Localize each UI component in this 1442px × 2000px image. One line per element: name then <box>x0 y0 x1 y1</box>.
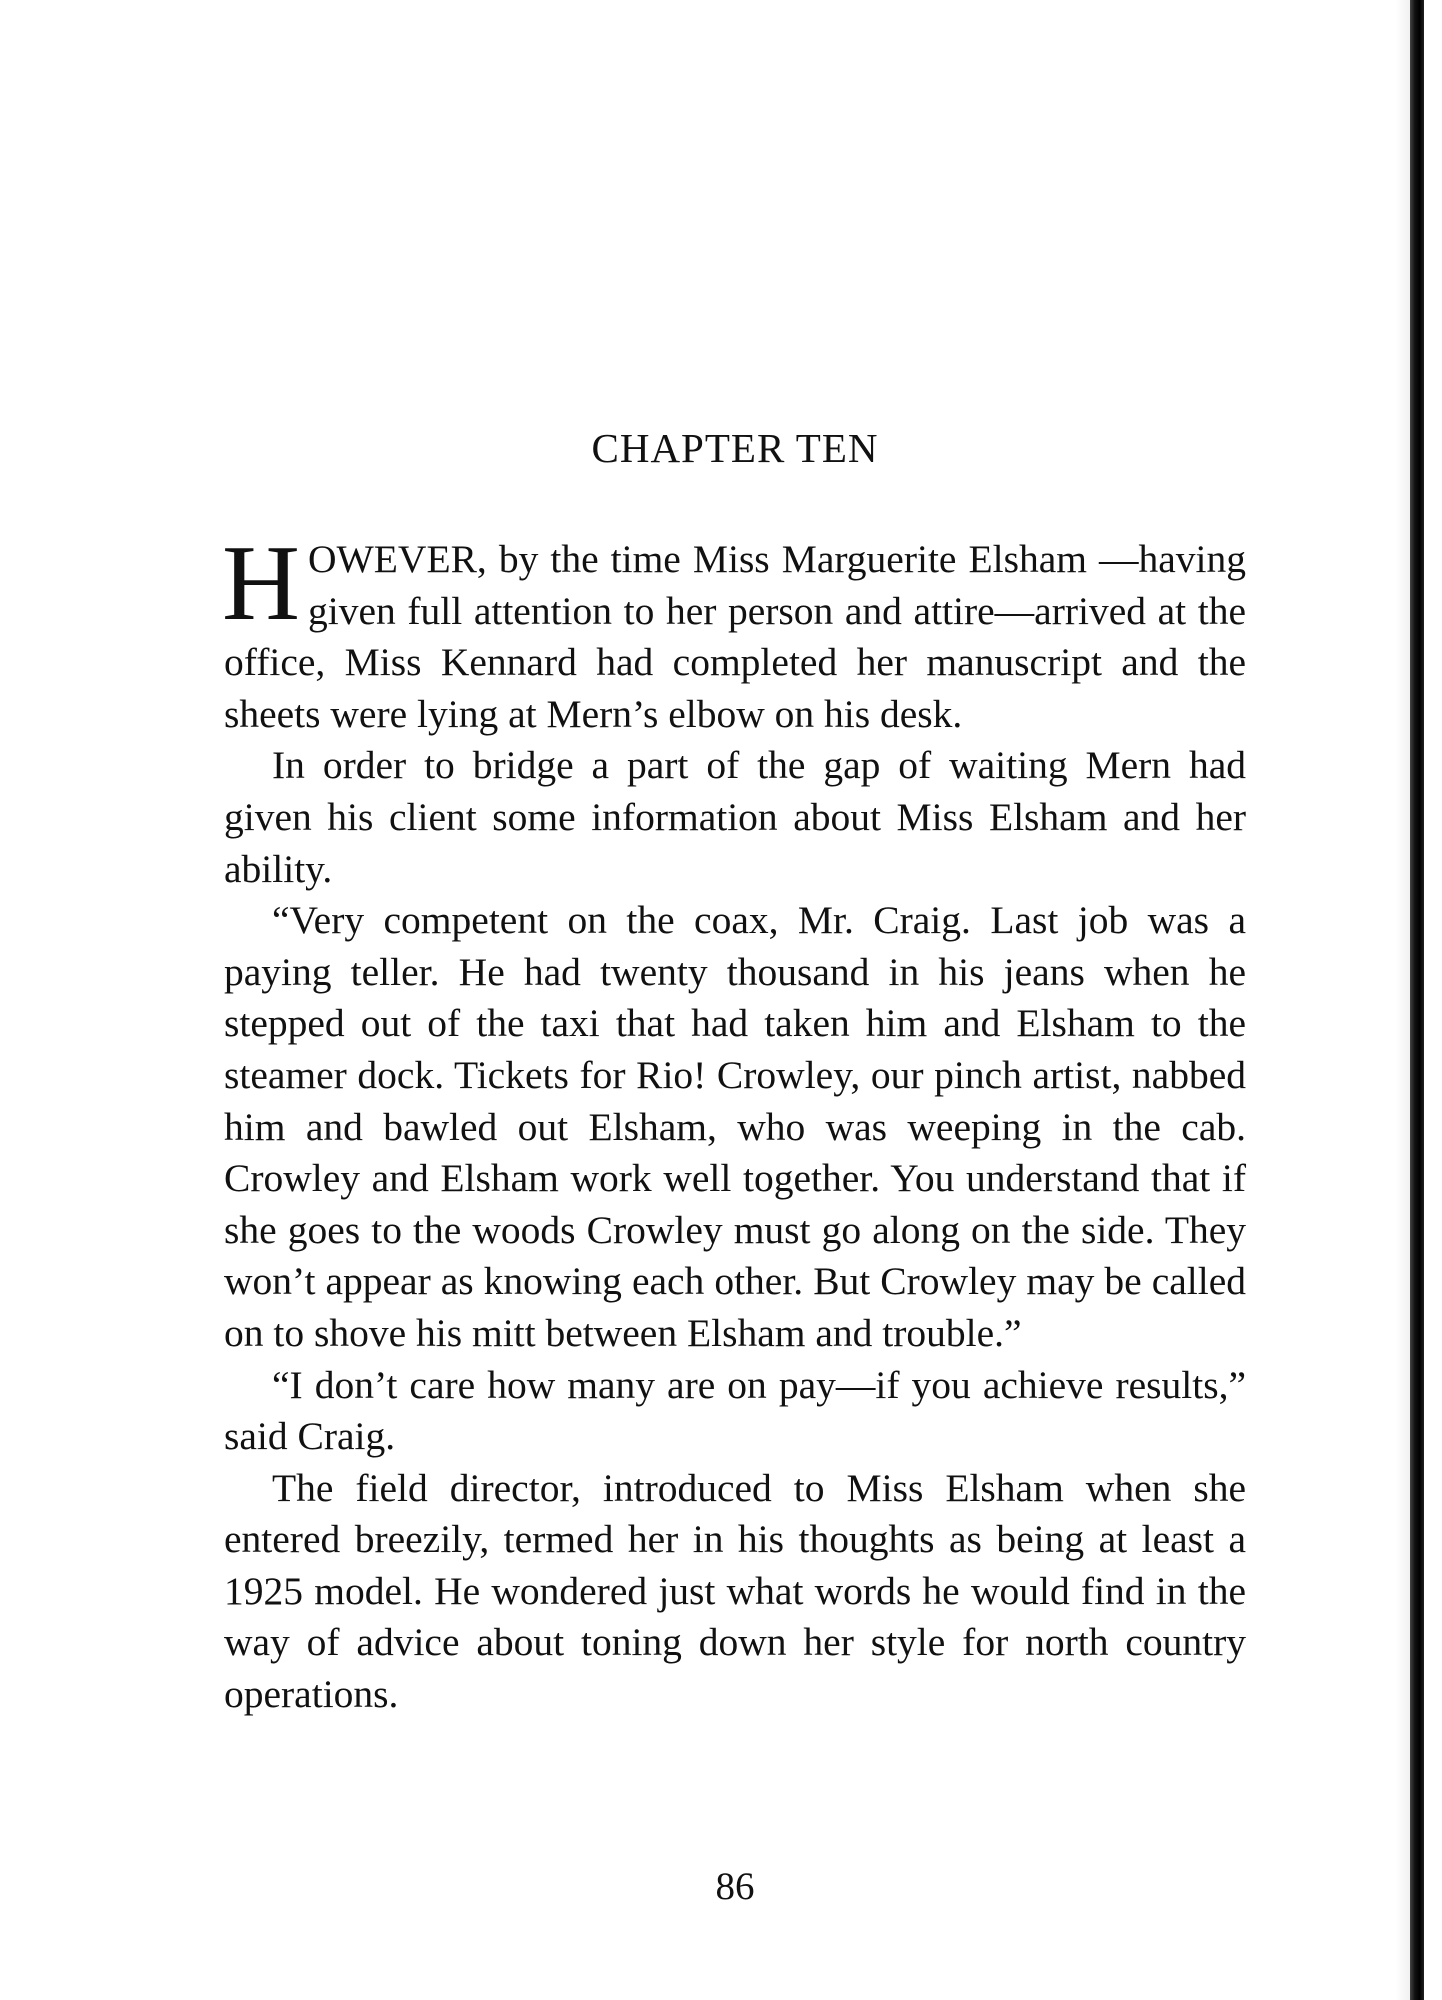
page-number: 86 <box>715 1865 755 1908</box>
spine-shadow <box>1395 0 1410 2000</box>
paragraph-1-text: OWEVER, by the time Miss Marguerite Elsham —having given full attention to her person and attire—arrived at the office, Miss Kennard had completed her manuscript and the sheets were lying at Mern’s elbow on his desk. <box>224 537 1246 736</box>
paragraph-4: “I don’t care how many are on pay—if you achieve results,” said Craig. <box>224 1362 1246 1459</box>
body-text <box>222 524 1246 1721</box>
book-spine-edge <box>1410 0 1424 2000</box>
paragraph-3: “Very competent on the coax, Mr. Craig. Last job was a paying teller. He had twenty thousand in his jeans when he stepped out of the taxi that had taken him and Elsham to the steamer dock. Tickets for Rio! Crowley, our pinch artist, nabbed him and bawled out Elsham, who was weeping in the cab. Crowley and Elsham work well together. You understand that if she goes to the woods Crowley must go along on the side. They won’t appear as knowing each other. But Crowley may be called on to shove his mitt between Elsham and trouble.” <box>224 898 1246 1355</box>
drop-cap: H <box>222 524 300 643</box>
paragraph-5: The field director, introduced to Miss Elsham when she entered breezily, termed her in his thoughts as being at least a 1925 model. He wondered just what words he would find in the way of advice about toning down her style for north country operations. <box>224 1465 1246 1717</box>
chapter-title: CHAPTER TEN <box>591 425 879 471</box>
paragraph-1 <box>222 524 1246 740</box>
paragraph-2: In order to bridge a part of the gap of waiting Mern had given his client some information about Miss Elsham and her ability. <box>224 743 1246 891</box>
